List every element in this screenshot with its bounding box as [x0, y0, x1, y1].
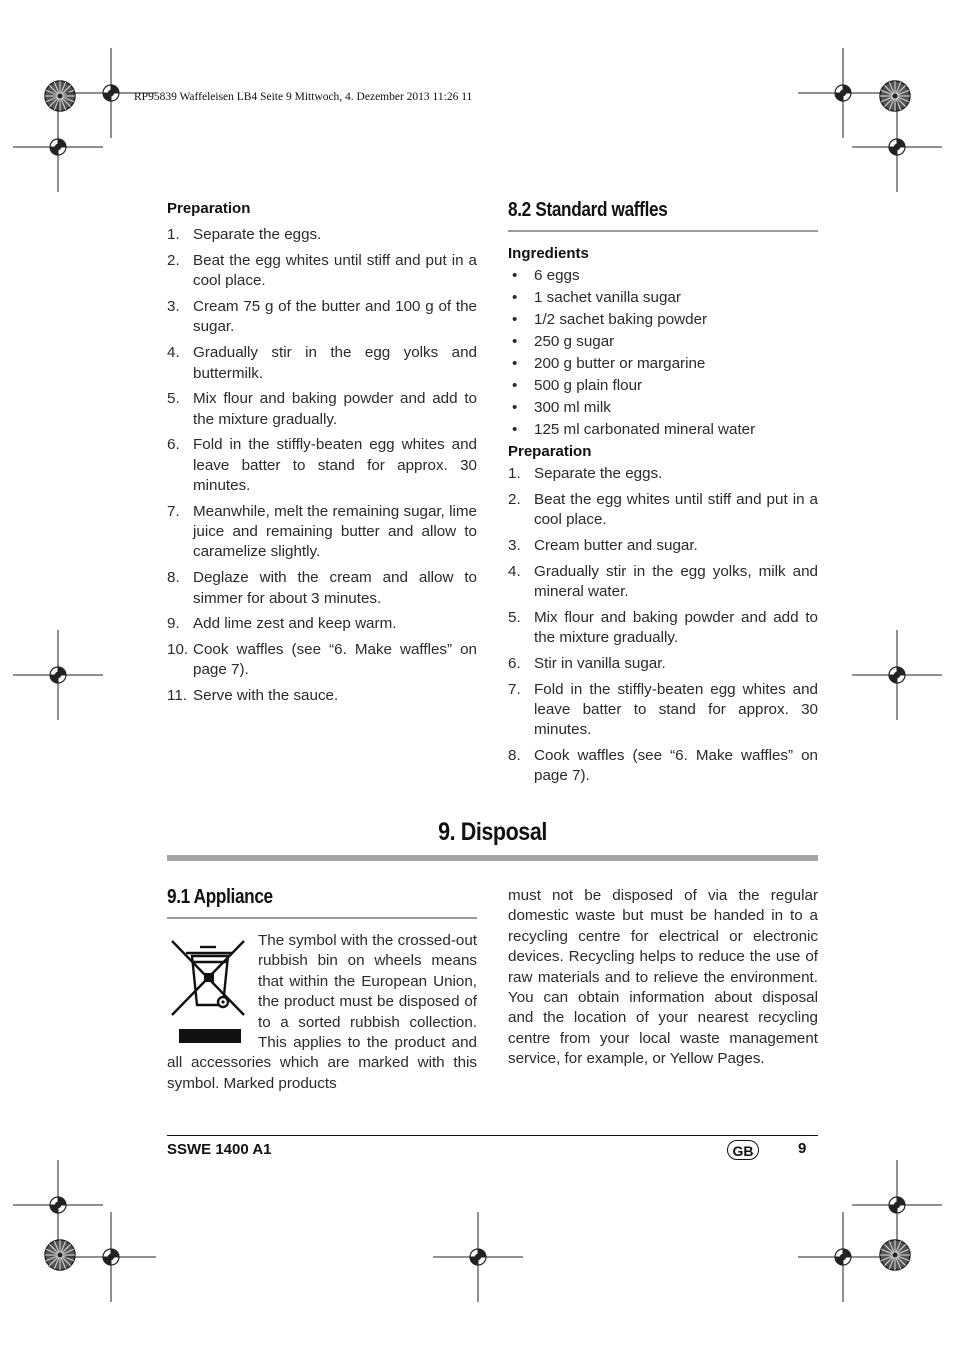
section-rule	[167, 855, 818, 861]
preparation-label: Preparation	[167, 200, 251, 217]
list-item: • 1 sachet vanilla sugar	[508, 288, 818, 308]
list-item: 7. Fold in the stiffly-beaten egg whites and leave batter to stand for approx. 30 minutes.	[508, 680, 818, 739]
list-item: 6. Fold in the stiffly-beaten egg whites and leave batter to stand for approx. 30 minutes.	[167, 436, 477, 495]
list-item: • 200 g butter or margarine	[508, 354, 818, 374]
list-item: 10. Cook waffles (see “6. Make waffles” on page 7).	[167, 641, 477, 679]
list-item: 3. Cream 75 g of the butter and 100 g of the sugar.	[167, 298, 477, 336]
list-item: 1. Separate the eggs.	[508, 465, 663, 483]
right-column	[508, 244, 818, 792]
preparation-label: Preparation	[508, 442, 592, 460]
ingredients-label: Ingredients	[508, 245, 589, 262]
section-heading-standard-waffles: 8.2 Standard waffles	[508, 199, 668, 221]
section-heading-appliance: 9.1 Appliance	[167, 886, 273, 908]
list-item: 8. Deglaze with the cream and allow to simmer for about 3 minutes.	[167, 569, 477, 607]
section-title-disposal: 9. Disposal	[438, 818, 547, 846]
preparation-steps	[508, 464, 818, 787]
list-item: • 125 ml carbonated mineral water	[508, 420, 818, 440]
ingredients-list	[508, 266, 818, 440]
list-item: 11. Serve with the sauce.	[167, 687, 339, 705]
heading-rule	[167, 917, 477, 919]
language-badge: GB	[727, 1140, 759, 1160]
list-item: • 250 g sugar	[508, 332, 818, 352]
list-item: 4. Gradually stir in the egg yolks, milk and mineral water.	[508, 562, 818, 601]
list-item: 4. Gradually stir in the egg yolks and buttermilk.	[167, 344, 477, 382]
list-item: • 6 eggs	[508, 266, 818, 286]
list-item: • 300 ml milk	[508, 398, 818, 418]
symbol-wrap-spacer	[167, 931, 258, 1053]
list-item: 6. Stir in vanilla sugar.	[508, 655, 666, 672]
list-item: 7. Meanwhile, melt the remaining sugar, lime juice and remaining butter and allow to caramelize slightly.	[167, 502, 477, 561]
list-item: 5. Mix flour and baking powder and add to the mixture gradually.	[167, 390, 477, 428]
list-item: 2. Beat the egg whites until stiff and put in a cool place.	[167, 252, 477, 290]
left-column	[167, 199, 477, 712]
heading-rule	[508, 230, 818, 232]
list-item: 2. Beat the egg whites until stiff and put in a cool place.	[508, 490, 818, 529]
list-item: 5. Mix flour and baking powder and add to the mixture gradually.	[508, 608, 818, 647]
preparation-steps	[167, 225, 477, 706]
model-number: SSWE 1400 A1	[167, 1141, 272, 1158]
print-info-line: RP95839 Waffeleisen LB4 Seite 9 Mittwoch, 4. Dezember 2013 11:26 11	[134, 91, 473, 103]
disposal-text-right: must not be disposed of via the regular domestic waste but must be handed in to a recycling centre for electrical or electronic devices. Recycling helps to reduce the use of raw materials and to relieve the environment. You can obtain information about disposal and the location of your nearest recycling centre from your local waste management service, for example, or Yellow Pages.	[508, 887, 818, 1068]
page-number: 9	[798, 1140, 807, 1157]
footer-rule	[167, 1135, 818, 1136]
list-item: 8. Cook waffles (see “6. Make waffles” on page 7).	[508, 747, 818, 785]
list-item: 3. Cream butter and sugar.	[508, 537, 698, 555]
list-item: • 1/2 sachet baking powder	[508, 310, 818, 330]
disposal-text-left: The symbol with the crossed-out rubbish bin on wheels means that within the European Union, the product must be disposed of to a sorted rubbish collection. This applies to the product and all accessories which are marked with this symbol. Marked products	[167, 932, 477, 1092]
list-item: • 500 g plain flour	[508, 376, 818, 396]
list-item: 9. Add lime zest and keep warm.	[167, 615, 397, 633]
list-item: 1. Separate the eggs.	[167, 226, 322, 244]
